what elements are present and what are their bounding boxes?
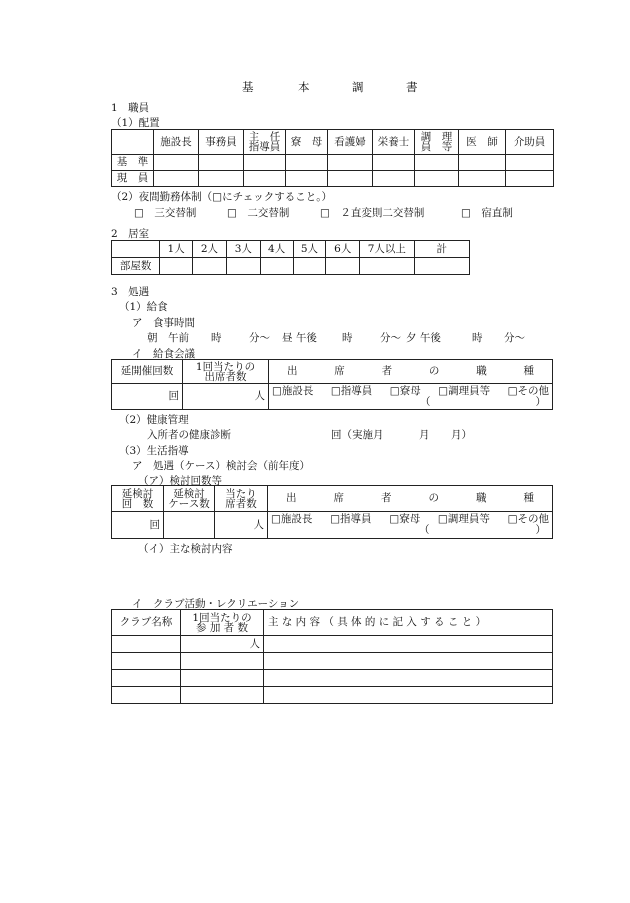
room-table [111, 240, 470, 275]
header-line: 出席者数 [204, 370, 247, 383]
club-name-cell[interactable] [112, 670, 181, 687]
input-cell[interactable] [154, 155, 199, 171]
input-cell[interactable] [193, 258, 227, 275]
input-cell[interactable] [199, 155, 244, 171]
header-cell: 6人 [326, 241, 360, 258]
role-check[interactable]: □その他 [507, 513, 549, 525]
time-unit: 時 [472, 332, 483, 344]
input-cell[interactable] [160, 258, 193, 275]
header-line: 回 数 [121, 497, 154, 510]
role-char: 席 [334, 365, 345, 377]
night-shift-options [134, 205, 513, 220]
input-cell[interactable] [506, 155, 554, 171]
section-room-heading: 2 居室 [111, 228, 150, 240]
input-cell[interactable] [226, 258, 260, 275]
header-cell [164, 486, 215, 512]
header-line: 延検討 [121, 487, 154, 500]
club-count-cell[interactable] [181, 670, 264, 687]
input-cell[interactable] [293, 258, 326, 275]
club-name-cell[interactable] [112, 687, 181, 704]
header-cell: 寮 母 [286, 130, 328, 155]
shift-option[interactable]: □ 三交替制 [134, 207, 197, 219]
header-cell: 看護婦 [328, 130, 373, 155]
input-cell[interactable] [244, 155, 286, 171]
header-line: 員 等 [420, 141, 453, 153]
case-conference-heading: ア 処遇（ケース）検討会（前年度） [132, 460, 310, 472]
header-line: 1回当たりの [192, 611, 252, 624]
header-cell [244, 130, 286, 155]
title-char: 基 [242, 80, 254, 94]
blank-cell [112, 130, 154, 155]
header-cell: 7人以上 [360, 241, 414, 258]
case-count-cell[interactable] [164, 512, 215, 539]
shift-option[interactable]: □ ２直変則二交替制 [320, 207, 425, 219]
role-checks-cell [268, 512, 553, 539]
health-heading: （2）健康管理 [119, 414, 189, 426]
count-cell[interactable]: 回 [112, 384, 183, 410]
role-char: の [428, 492, 439, 504]
staff-placement-heading: （1）配置 [111, 117, 160, 129]
role-char: 出 [286, 492, 297, 504]
club-count-cell[interactable] [181, 653, 264, 670]
health-count: 回（実施月 [331, 429, 384, 441]
role-chars [268, 493, 552, 504]
header-line: 席者数 [225, 497, 257, 510]
page-title [242, 79, 418, 95]
input-cell[interactable] [260, 258, 293, 275]
shift-option[interactable]: □ 宿直制 [461, 207, 513, 219]
other-paren [272, 397, 552, 408]
health-checkup [147, 427, 472, 442]
club-content-cell[interactable] [264, 636, 553, 653]
role-check[interactable]: □施設長 [272, 384, 314, 397]
row-label: 基 準 [112, 155, 154, 171]
header-cell: 医 師 [459, 130, 506, 155]
paren-close: ） [535, 524, 546, 536]
input-cell[interactable] [459, 155, 506, 171]
header-cell: 1人 [160, 241, 193, 258]
header-cell [268, 486, 553, 512]
main-topics-heading: （イ）主な検討内容 [138, 543, 233, 555]
attendee-cell[interactable]: 人 [215, 512, 268, 539]
club-content-cell[interactable] [264, 653, 553, 670]
role-checks [271, 514, 552, 525]
header-cell: 延開催回数 [112, 360, 183, 384]
header-line: 主 任 [248, 131, 281, 143]
input-cell[interactable] [373, 155, 415, 171]
row-label: 部屋数 [112, 258, 160, 275]
header-cell: 4人 [260, 241, 293, 258]
role-check[interactable]: □指導員 [330, 384, 373, 397]
input-cell[interactable] [199, 171, 244, 187]
night-shift-heading: （2）夜間勤務体制（□にチェックすること。） [111, 191, 333, 203]
header-line: 延検討 [173, 487, 205, 500]
meal-times [147, 330, 525, 345]
header-cell [269, 360, 553, 384]
count-cell[interactable]: 回 [112, 512, 164, 539]
title-char: 書 [406, 80, 418, 94]
section-treatment-heading: 3 処遇 [111, 286, 150, 298]
header-cell [183, 360, 269, 384]
title-char: 本 [298, 80, 310, 94]
input-cell[interactable] [459, 171, 506, 187]
input-cell[interactable] [415, 155, 459, 171]
time-unit: 分〜 [504, 332, 525, 344]
input-cell[interactable] [154, 171, 199, 187]
input-cell[interactable] [244, 171, 286, 187]
time-unit: 分〜 [380, 332, 401, 344]
other-paren [271, 525, 552, 536]
life-guidance-heading: （3）生活指導 [119, 445, 189, 457]
meal-heading: （1）給食 [119, 301, 168, 313]
paren-open: （ [419, 524, 430, 536]
header-cell: 計 [414, 241, 469, 258]
role-char: 出 [287, 365, 298, 377]
club-heading: イ クラブ活動・レクリエーション [132, 598, 300, 610]
time-label: 朝 午前 [147, 332, 189, 344]
role-check[interactable]: □調理員等 [438, 384, 491, 397]
time-unit: 分〜 [249, 332, 270, 344]
header-cell: 施設長 [154, 130, 199, 155]
meal-meeting-table [111, 359, 553, 410]
header-line: 調 理 [420, 131, 453, 143]
health-month-end: 月） [451, 429, 472, 441]
role-char: 職 [476, 492, 487, 504]
header-line: 当たり [225, 487, 257, 500]
input-cell[interactable] [328, 155, 373, 171]
row-label: 現 員 [112, 171, 154, 187]
role-check[interactable]: □寮母 [389, 513, 421, 525]
health-month: 月 [419, 429, 430, 441]
input-cell[interactable] [286, 155, 328, 171]
role-char: 種 [523, 365, 534, 377]
club-content-cell[interactable] [264, 670, 553, 687]
club-name-cell[interactable] [112, 653, 181, 670]
header-cell: 主 な 内 容 （ 具 体 的 に 記 入 す る こ と ） [264, 610, 553, 636]
conference-count-heading: （ア）検討回数等 [138, 475, 222, 487]
club-count-cell[interactable] [181, 687, 264, 704]
time-label: 昼 午後 [282, 332, 317, 344]
input-cell[interactable] [326, 258, 360, 275]
header-cell: 5人 [293, 241, 326, 258]
header-cell [415, 130, 459, 155]
role-checks-cell [269, 384, 553, 410]
header-cell: 3人 [226, 241, 260, 258]
blank-cell [112, 241, 160, 258]
header-cell: 事務員 [199, 130, 244, 155]
role-char: 者 [381, 365, 393, 377]
role-char: 者 [381, 492, 392, 504]
input-cell[interactable] [506, 171, 554, 187]
header-line: 1回当たりの [195, 360, 256, 373]
role-check[interactable]: □指導員 [330, 513, 372, 525]
shift-option[interactable]: □ 二交替制 [227, 207, 290, 219]
time-unit: 時 [211, 332, 222, 344]
role-checks [272, 386, 552, 397]
input-cell[interactable] [286, 171, 328, 187]
role-check[interactable]: □調理員等 [437, 513, 490, 525]
club-content-cell[interactable] [264, 687, 553, 704]
input-cell[interactable] [373, 171, 415, 187]
attendee-cell[interactable]: 人 [183, 384, 269, 410]
staff-table [111, 129, 554, 187]
header-cell: クラブ名称 [112, 610, 181, 636]
club-table [111, 609, 553, 704]
meal-meeting-heading: イ 給食会議 [132, 348, 195, 360]
role-check[interactable]: □寮母 [389, 384, 421, 397]
case-conference-table [111, 485, 553, 539]
club-count-cell[interactable]: 人 [181, 636, 264, 653]
time-unit: 時 [342, 332, 353, 344]
role-chars [269, 366, 552, 377]
time-label: 夕 午後 [406, 332, 441, 344]
title-char: 調 [352, 80, 364, 94]
role-char: 職 [476, 365, 487, 377]
paren-close: ） [535, 395, 546, 408]
header-line: 参 加 者 数 [195, 621, 248, 634]
role-char: 種 [523, 492, 534, 504]
input-cell[interactable] [360, 258, 414, 275]
header-cell [112, 486, 164, 512]
section-staff-heading: 1 職員 [111, 102, 150, 114]
role-check[interactable]: □施設長 [271, 513, 313, 525]
input-cell[interactable] [414, 258, 469, 275]
health-label: 入所者の健康診断 [147, 429, 231, 441]
input-cell[interactable] [328, 171, 373, 187]
role-check[interactable]: □その他 [507, 384, 549, 397]
header-cell: 介助員 [506, 130, 554, 155]
paren-open: （ [420, 395, 431, 408]
header-cell: 栄養士 [373, 130, 415, 155]
role-char: 席 [333, 492, 344, 504]
header-cell: 2人 [193, 241, 227, 258]
input-cell[interactable] [415, 171, 459, 187]
header-line: ケース数 [168, 497, 210, 510]
club-name-cell[interactable] [112, 636, 181, 653]
role-char: の [428, 365, 440, 377]
meal-time-heading: ア 食事時間 [132, 317, 195, 329]
header-cell [181, 610, 264, 636]
header-cell [215, 486, 268, 512]
header-line: 指導員 [248, 141, 281, 153]
